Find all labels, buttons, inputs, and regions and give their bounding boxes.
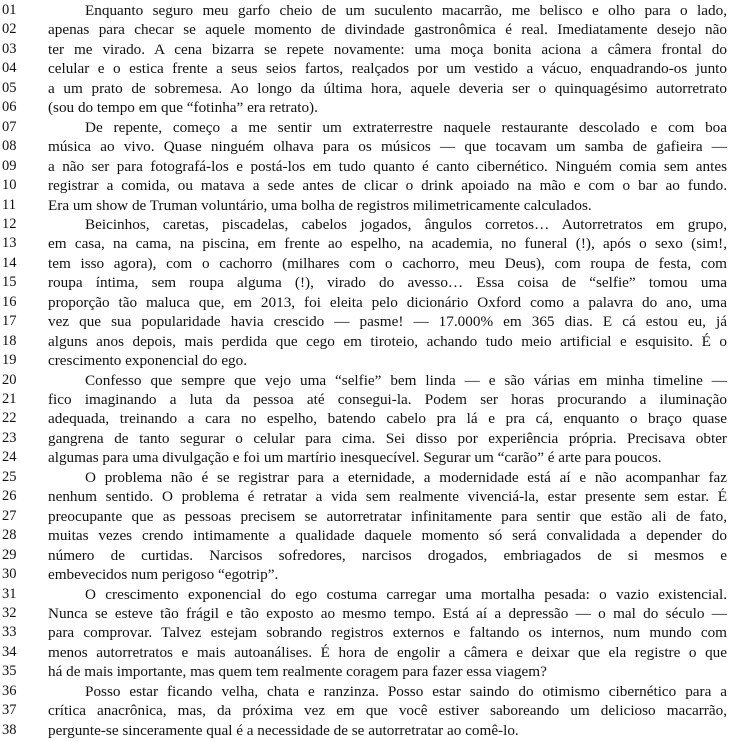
line-number: 33 — [2, 624, 17, 641]
line-text: Posso estar ficando velha, chata e ranzinza. Posso estar saindo do otimismo cibernético para a — [85, 682, 727, 700]
line-number: 22 — [2, 410, 17, 427]
text-line — [0, 119, 733, 138]
text-line — [0, 586, 733, 605]
text-line — [0, 566, 733, 585]
line-number: 35 — [2, 663, 17, 680]
line-number: 16 — [2, 293, 17, 310]
line-text: em casa, na cama, na piscina, em frente ao espelho, na academia, no funeral (!), após o sexo (sim!, — [48, 235, 727, 253]
text-line — [0, 99, 733, 118]
line-text: música ao vivo. Quase ninguém olhava para os músicos — que tocavam um samba de gafieira — — [48, 138, 727, 156]
line-text: algumas para uma divulgação e foi um martírio inesquecível. Segurar um “carão” é arte para poucos. — [48, 449, 662, 467]
line-number: 12 — [2, 215, 17, 232]
line-number: 23 — [2, 429, 17, 446]
line-text: tem isso agora), com o cachorro (milhares com o cachorro, meu Deus), com roupa de festa, com — [48, 254, 727, 272]
line-number: 02 — [2, 21, 17, 38]
text-line — [0, 644, 733, 663]
line-text: proporção tão maluca que, em 2013, foi eleita pelo dicionário Oxford como a palavra do ano, uma — [48, 293, 727, 311]
line-number: 21 — [2, 391, 17, 407]
text-line — [0, 547, 733, 566]
line-text: a um prato de sobremesa. Ao longo da última hora, aquele deveria ser o quinquagésimo autorretrato — [48, 79, 727, 97]
text-line — [0, 508, 733, 527]
text-line — [0, 722, 733, 741]
line-number: 10 — [2, 177, 17, 194]
line-number: 34 — [2, 643, 17, 660]
line-text: adequada, treinando a cara no espelho, batendo cabelo pra lá e pra cá, enquanto o braço quase — [48, 410, 727, 428]
text-line — [0, 527, 733, 546]
text-line — [0, 352, 733, 371]
text-line — [0, 177, 733, 196]
text-line — [0, 449, 733, 468]
line-number: 24 — [2, 449, 17, 466]
line-text: fico imaginando a luta da pessoa até consegui-la. Podem ser horas procurando a iluminação — [48, 391, 727, 408]
line-number: 18 — [2, 332, 17, 349]
line-text: De repente, começo a me sentir um extraterrestre naquele restaurante descolado e com boa — [85, 118, 727, 136]
text-line — [0, 294, 733, 313]
line-number: 06 — [2, 99, 17, 116]
text-line — [0, 235, 733, 254]
text-line — [0, 216, 733, 235]
line-text: menos autorretratos e mais autoanálises. É hora de engolir a câmera e deixar que ela registre o que — [48, 643, 727, 661]
line-text: Nunca se esteve tão frágil e tão exposto ao mesmo tempo. Está aí a depressão — o mal do século — — [48, 604, 727, 622]
text-line — [0, 255, 733, 274]
text-line — [0, 469, 733, 488]
text-line — [0, 313, 733, 332]
text-line — [0, 410, 733, 429]
text-line — [0, 138, 733, 157]
line-text: (sou do tempo em que “fotinha” era retrato). — [48, 99, 318, 117]
text-line — [0, 663, 733, 682]
line-number: 14 — [2, 254, 17, 271]
line-text: nenhum sentido. O problema é retratar a vida sem realmente vivenciá-la, estar presente sem estar. É — [48, 488, 727, 506]
line-number: 07 — [2, 118, 17, 135]
line-text: Confesso que sempre que vejo uma “selfie” bem linda — e são várias em minha timeline — — [85, 371, 727, 389]
text-line — [0, 702, 733, 721]
line-number: 17 — [2, 313, 17, 330]
text-line — [0, 430, 733, 449]
line-number: 15 — [2, 274, 17, 291]
line-number: 05 — [2, 79, 17, 96]
line-text: alguns anos depois, mais perdida que cego em tiroteio, achando tudo meio artificial e esquisito. É o — [48, 332, 727, 350]
line-number: 31 — [2, 585, 17, 602]
text-line — [0, 41, 733, 60]
line-number: 27 — [2, 507, 17, 524]
line-text: para comprovar. Talvez estejam sobrando registros externos e faltando os internos, num mundo com — [48, 624, 727, 642]
line-number: 36 — [2, 682, 17, 699]
line-number: 28 — [2, 527, 17, 544]
line-number: 04 — [2, 60, 17, 77]
line-text: preocupante que as pessoas precisem se autorretratar infinitamente para sentir que estão ali de fato, — [48, 507, 727, 525]
text-line — [0, 391, 733, 410]
text-line — [0, 80, 733, 99]
line-number: 19 — [2, 352, 17, 369]
text-line — [0, 624, 733, 643]
text-line — [0, 2, 733, 21]
line-text: Enquanto seguro meu garfo cheio de um suculento macarrão, me belisco e olho para o lado, — [85, 2, 727, 19]
line-number: 26 — [2, 488, 17, 505]
line-number: 37 — [2, 702, 17, 719]
text-line — [0, 333, 733, 352]
line-text: há de mais importante, mas quem tem realmente coragem para fazer essa viagem? — [48, 663, 547, 681]
line-number: 25 — [2, 468, 17, 485]
line-text: Beicinhos, caretas, piscadelas, cabelos jogados, ângulos corretos… Autorretratos em grupo, — [85, 215, 727, 233]
line-text: crescimento exponencial do ego. — [48, 352, 248, 370]
text-line — [0, 274, 733, 293]
text-line — [0, 372, 733, 391]
line-text: ter me virado. A cena bizarra se repete novamente: uma moça bonita aciona a câmera frontal do — [48, 40, 727, 58]
text-line — [0, 197, 733, 216]
line-text: a não ser para fotografá-los e postá-los em tudo quanto é canto cibernético. Ninguém comia sem antes — [48, 157, 727, 175]
line-number: 20 — [2, 371, 17, 388]
line-number: 08 — [2, 138, 17, 155]
line-text: muitas vezes crendo intimamente a qualidade daquele momento só será convalidada a depender do — [48, 527, 727, 545]
text-line — [0, 488, 733, 507]
line-number: 11 — [2, 196, 16, 213]
line-number: 13 — [2, 235, 17, 252]
line-number: 03 — [2, 40, 17, 57]
text-line — [0, 21, 733, 40]
line-text: apenas para checar se aquele momento de divindade gastronômica é real. Imediatamente desejo não — [48, 21, 727, 39]
line-text: O problema não é se registrar para a eternidade, a modernidade está aí e não acompanhar faz — [85, 468, 727, 486]
text-line — [0, 60, 733, 79]
line-text: celular e o estica frente a seus seios fartos, realçados por um vestido a vácuo, enquadrando-os junto — [48, 60, 727, 78]
line-text: número de curtidas. Narcisos sofredores, narcisos drogados, embriagados de si mesmos e — [48, 546, 727, 564]
line-number: 09 — [2, 157, 17, 174]
text-line — [0, 605, 733, 624]
line-text: vez que sua popularidade havia crescido — pasme! — 17.000% em 365 dias. E cá estou eu, já — [48, 313, 727, 331]
line-number: 32 — [2, 604, 17, 621]
text-line — [0, 158, 733, 177]
line-text: roupa íntima, sem roupa alguma (!), virado do avesso… Essa coisa de “selfie” tomou uma — [48, 274, 727, 292]
text-line — [0, 683, 733, 702]
line-text: Era um show de Truman voluntário, uma bolha de registros milimetricamente calculados. — [48, 196, 592, 214]
line-text: gangrena de tanto segurar o celular para cima. Sei disso por experiência própria. Precisava obter — [48, 429, 727, 447]
line-number: 29 — [2, 546, 17, 563]
line-text: O crescimento exponencial do ego costuma carregar uma mortalha pesada: o vazio existencial. — [85, 585, 727, 603]
line-number: 38 — [2, 721, 17, 738]
line-text: registrar a comida, ou matava a sede antes de clicar o drink apoiado na mão e com o bar ao fundo. — [48, 177, 727, 195]
line-text: embevecidos num perigoso “egotrip”. — [48, 566, 279, 584]
line-number: 30 — [2, 566, 17, 583]
line-text: crítica anacrônica, mas, da próxima vez em que você estiver saboreando um delicioso macarrão, — [48, 702, 727, 720]
line-text: pergunte-se sinceramente qual é a necessidade de se autorretratar ao comê-lo. — [48, 721, 519, 739]
line-number: 01 — [2, 2, 17, 18]
